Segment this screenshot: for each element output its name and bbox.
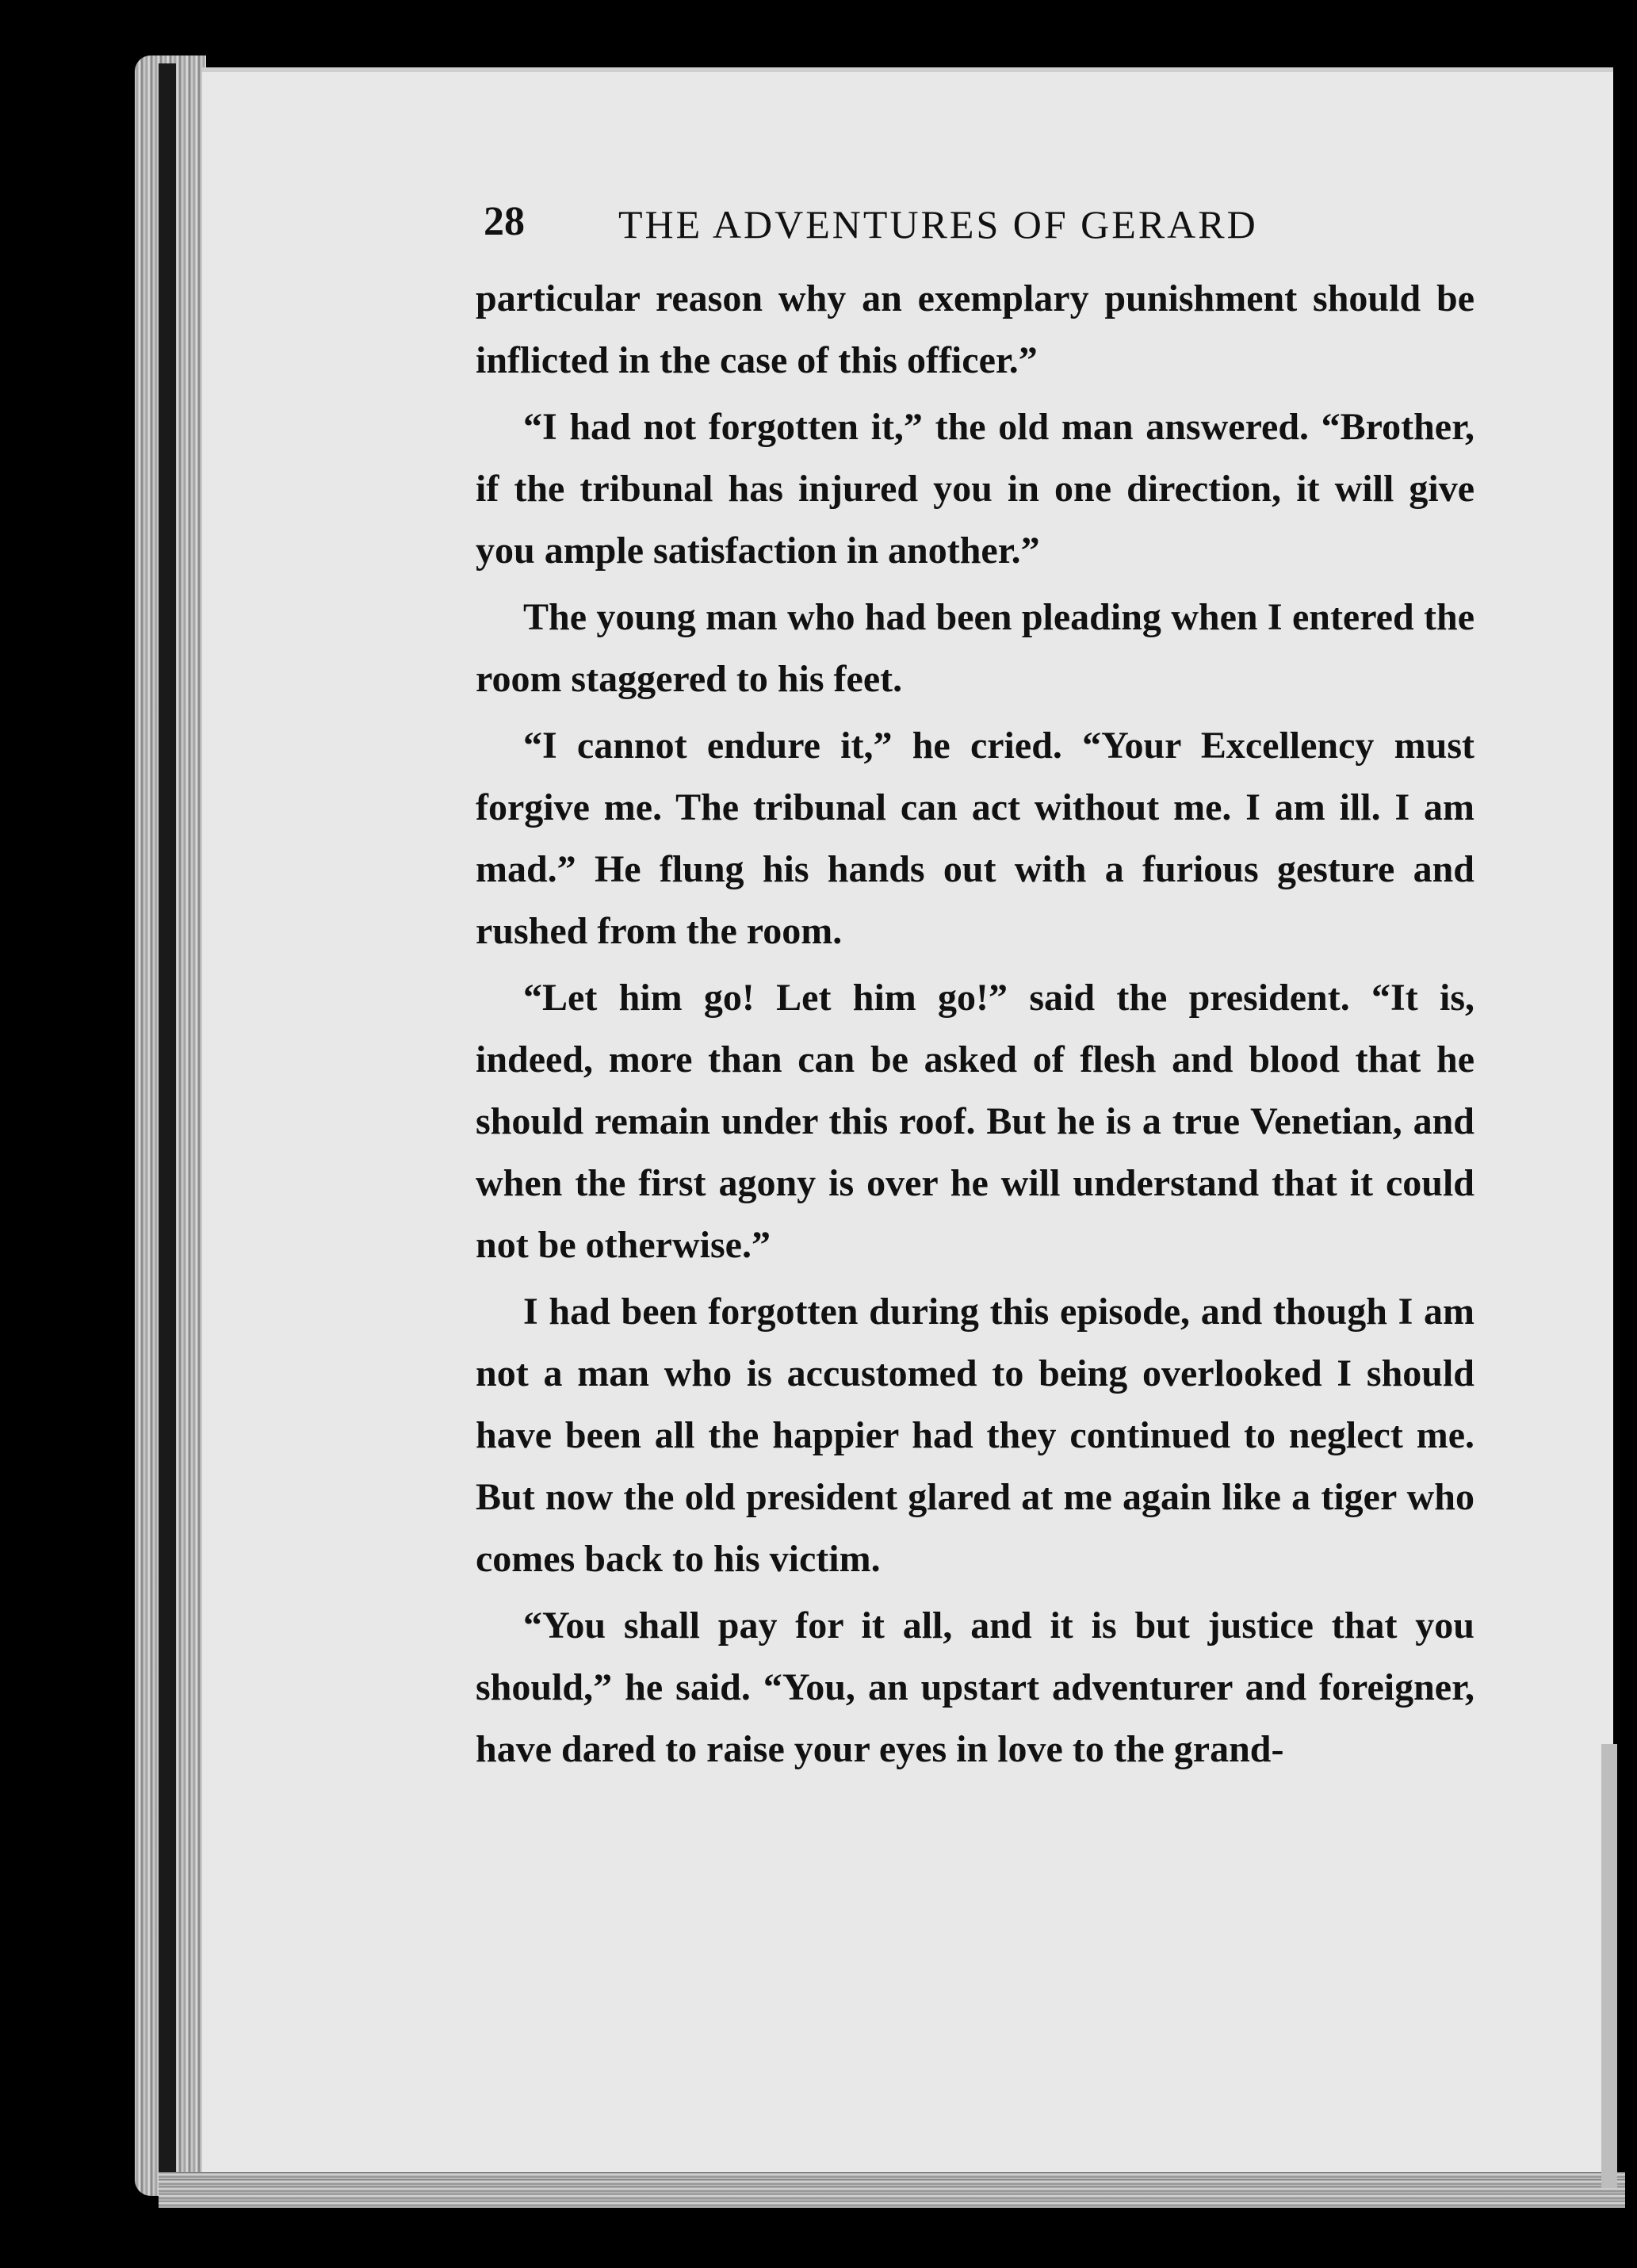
paragraph: I had been forgotten during this episode, and though I am not a man who is accustomed to being overlooked I should have been all the happier had they continued to neglect me. But now the old president glared at me again like a tiger who comes back to his victim. bbox=[476, 1291, 1474, 1580]
paragraph: “I had not forgotten it,” the old man answered. “Brother, if the tribunal has injured you in one direction, it will give you ample satisfaction in another.” bbox=[476, 406, 1474, 572]
book-edge-right bbox=[1601, 1744, 1617, 2188]
running-title: THE ADVENTURES OF GERARD bbox=[618, 202, 1258, 247]
paragraph: particular reason why an exemplary punishment should be inflicted in the case of this officer.” bbox=[476, 277, 1474, 381]
paragraph: “You shall pay for it all, and it is but justice that you should,” he said. “You, an upstart adventurer and foreigner, have dared to raise your eyes in love to the grand- bbox=[476, 1604, 1474, 1770]
book-binding bbox=[159, 63, 176, 2188]
paragraph: “Let him go! Let him go!” said the president. “It is, indeed, more than can be asked of flesh and blood that he should remain under this roof. But he is a true Venetian, and when the first agony is over he will understand that it could not be otherwise.” bbox=[476, 977, 1474, 1266]
paragraph: The young man who had been pleading when I entered the room staggered to his feet. bbox=[476, 596, 1474, 700]
paragraph: “I cannot endure it,” he cried. “Your Excellency must forgive me. The tribunal can act without me. I am ill. I am mad.” He flung his hands out with a furious gesture and rushed from the room. bbox=[476, 725, 1474, 952]
body-text bbox=[476, 268, 1474, 1780]
page-header bbox=[484, 198, 1356, 262]
page-number: 28 bbox=[484, 199, 525, 244]
book-edge-bottom bbox=[159, 2172, 1625, 2208]
